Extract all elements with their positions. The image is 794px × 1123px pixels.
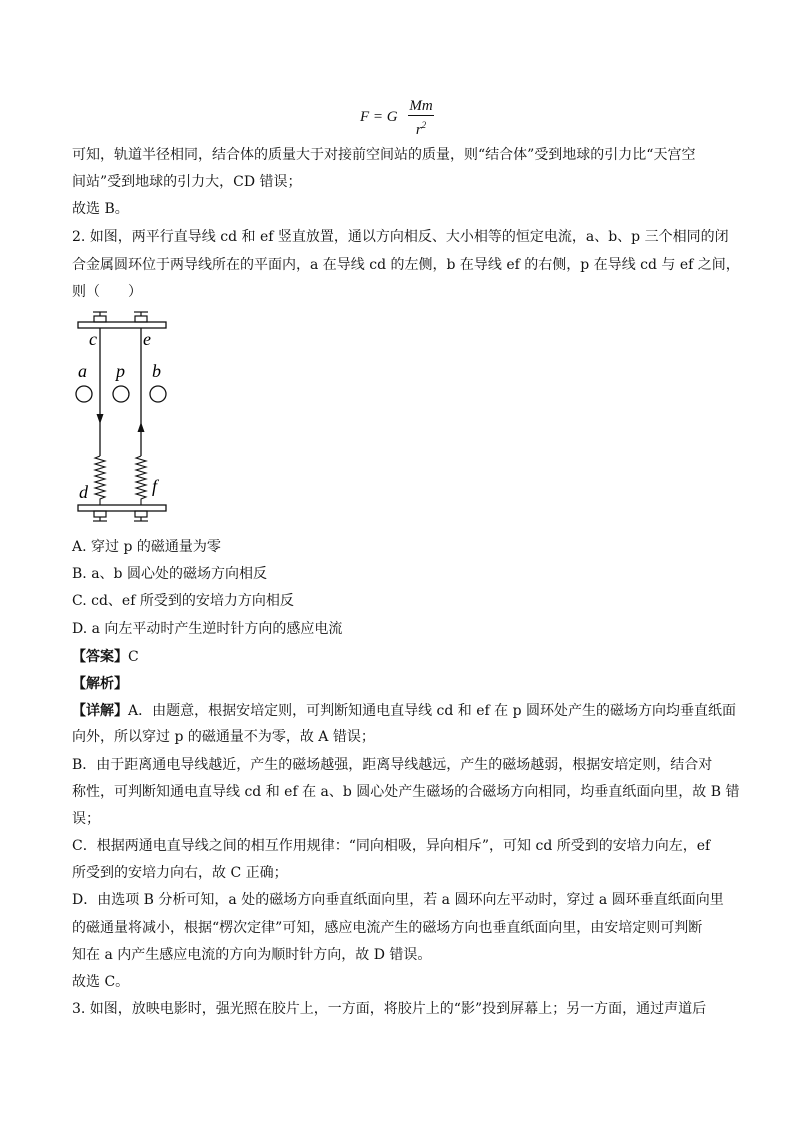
detail-line-3: B．由于距离通电导线越近，产生的磁场越强，距离导线越远，产生的磁场越弱，根据安培定则，结合对	[72, 757, 713, 773]
detail-line-8: D．由选项 B 分析可知，a 处的磁场方向垂直纸面向里，若 a 圆环向左平动时，穿过 a 圆环垂直纸面向里	[72, 892, 724, 908]
bottom-bar	[78, 505, 166, 511]
top-clamp-left	[93, 312, 107, 322]
detail-line-10: 知在 a 内产生感应电流的方向为顺时针方向，故 D 错误。	[72, 947, 432, 963]
q2-stem-line-2: 合金属圆环位于两导线所在的平面内，a 在导线 cd 的左侧，b 在导线 ef 的右侧，p 在导线 cd 与 ef 之间，	[72, 257, 740, 273]
option-a: A. 穿过 p 的磁通量为零	[72, 539, 221, 555]
formula-lhs: F = G	[360, 109, 398, 125]
detail-line-2: 向外，所以穿过 p 的磁通量不为零，故 A 错误；	[72, 729, 375, 745]
label-e: e	[143, 329, 151, 349]
formula-fraction	[408, 97, 434, 139]
formula-denominator: $r^2$	[415, 120, 427, 138]
answer-line	[72, 646, 724, 667]
detail-line-6: C．根据两通电直导线之间的相互作用规律：“同向相吸，异向相斥”，可知 cd 所受到的安培力向左，ef	[72, 838, 711, 854]
spring-left	[95, 456, 105, 505]
label-c: c	[89, 329, 97, 349]
bottom-clamp-left	[93, 511, 107, 521]
arrow-up	[138, 422, 145, 432]
q2-stem-line-3: 则（ ）	[72, 284, 142, 300]
wire-figure	[72, 306, 172, 528]
q2-stem-line-1: 2. 如图，两平行直导线 cd 和 ef 竖直放置，通以方向相反、大小相等的恒定电流，a、b、p 三个相同的闭	[72, 229, 729, 245]
top-clamp-right	[134, 312, 148, 322]
prev-choose: 故选 B。	[72, 201, 129, 217]
formula-numerator: Mm	[409, 98, 433, 114]
option-c: C. cd、ef 所受到的安培力方向相反	[72, 593, 294, 609]
detail-line-7: 所受到的安培力向右，故 C 正确；	[72, 865, 288, 881]
label-b: b	[152, 361, 161, 381]
label-a: a	[78, 361, 87, 381]
formula-exponent: 2	[421, 120, 427, 130]
label-p: p	[116, 361, 125, 381]
ring-a	[76, 386, 92, 402]
label-d: d	[79, 482, 88, 502]
detail-label: 【详解】	[72, 702, 128, 718]
detail-line-1: 【详解】A．由题意，根据安培定则，可判断知通电直导线 cd 和 ef 在 p 圆环处产生的磁场方向均垂直纸面	[72, 702, 737, 719]
gravitation-formula	[360, 97, 450, 137]
analysis-label: 【解析】	[72, 675, 128, 691]
spring-right	[136, 456, 146, 505]
detail-line-4: 称性，可判断知通电直导线 cd 和 ef 在 a、b 圆心处产生磁场的合磁场方向相同，均垂直纸面向里，故 B 错	[72, 784, 740, 800]
detail-line-9: 的磁通量将减小，根据“楞次定律”可知，感应电流产生的磁场方向也垂直纸面向里，由安培定则可判断	[72, 920, 703, 936]
answer-value: C	[128, 649, 139, 665]
ring-b	[150, 386, 166, 402]
option-d: D. a 向左平动时产生逆时针方向的感应电流	[72, 621, 343, 637]
label-f: f	[152, 476, 158, 496]
detail-line-5: 误；	[72, 811, 100, 827]
ring-p	[113, 386, 129, 402]
bottom-clamp-right	[134, 511, 148, 521]
prev-text-line-1: 可知，轨道半径相同，结合体的质量大于对接前空间站的质量，则“结合体”受到地球的引力比“天宫空	[72, 147, 696, 163]
answer-label: 【答案】	[72, 648, 128, 664]
q3-stem-line-1: 3. 如图，放映电影时，强光照在胶片上，一方面，将胶片上的“影”投到屏幕上；另一方面，通过声道后	[72, 1001, 707, 1017]
option-b: B. a、b 圆心处的磁场方向相反	[72, 566, 267, 582]
arrow-down	[97, 414, 104, 424]
prev-text-line-2: 间站”受到地球的引力大，CD 错误；	[72, 174, 302, 190]
q2-choose: 故选 C。	[72, 974, 130, 990]
top-bar	[78, 322, 166, 328]
